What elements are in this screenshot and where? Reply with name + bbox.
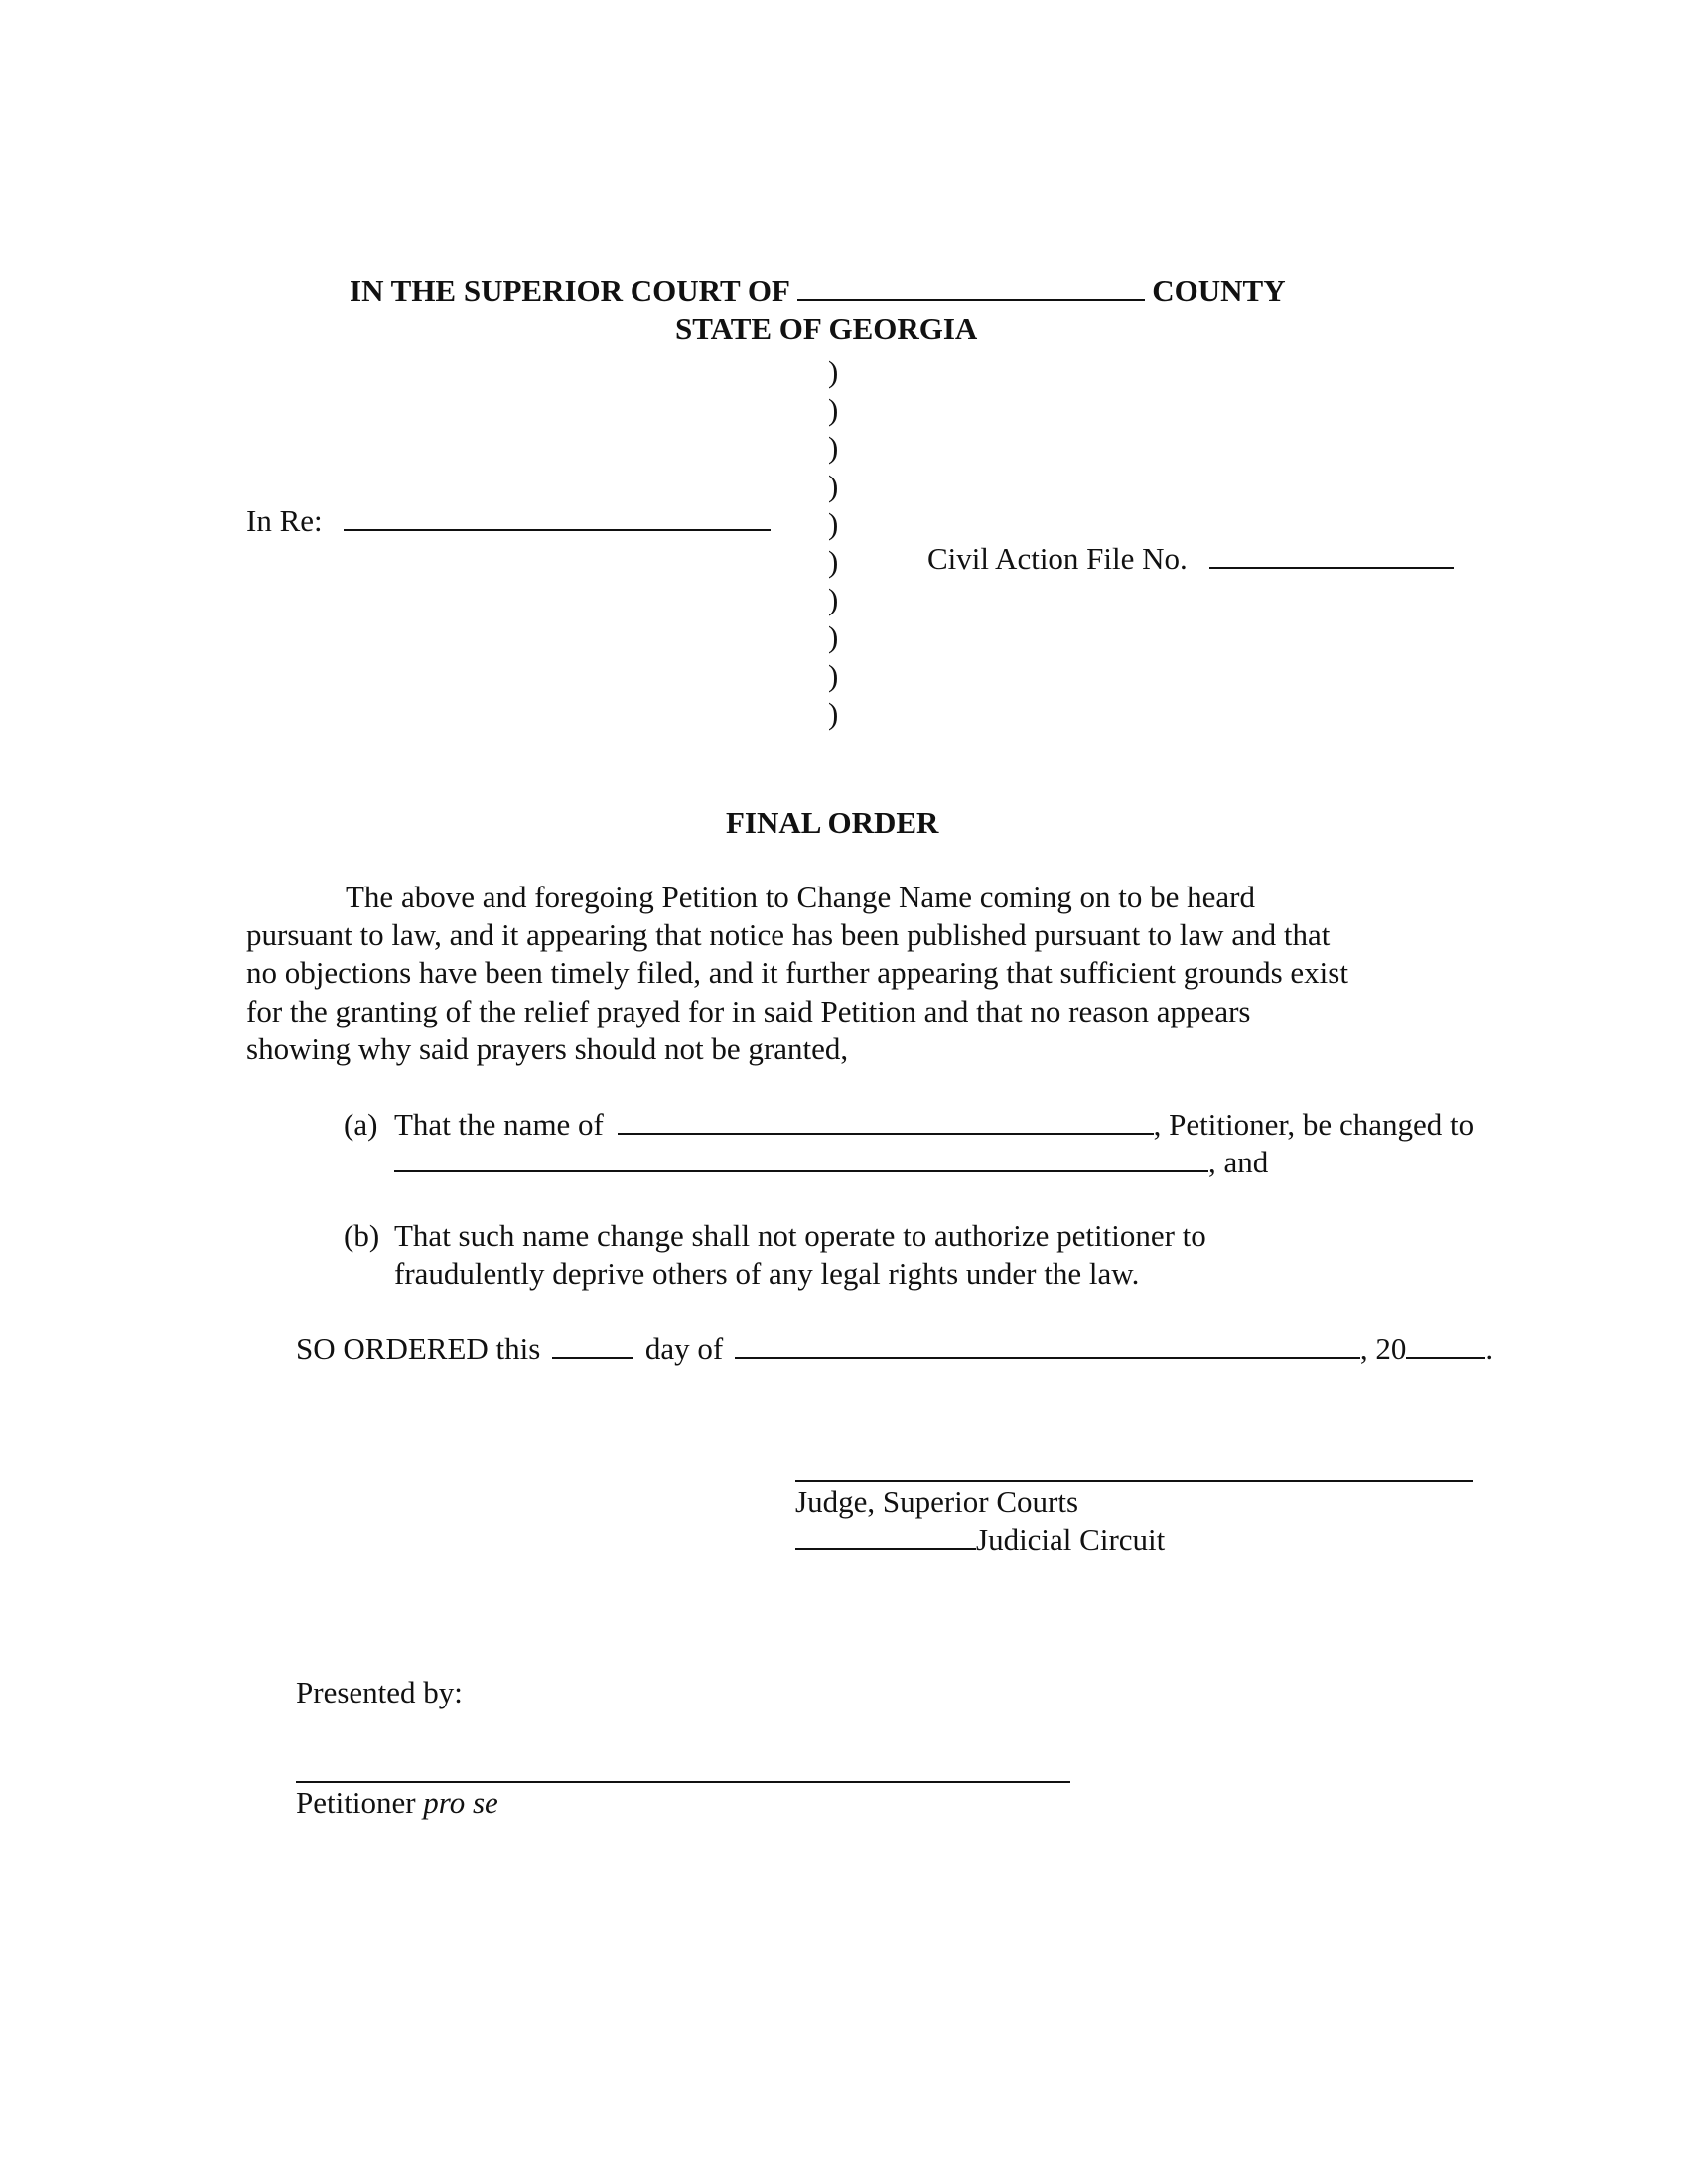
petitioner-signature-line[interactable] [296,1781,1070,1783]
caption-paren: ) [828,582,839,617]
day-field[interactable] [552,1331,633,1359]
caption-paren: ) [828,505,839,541]
new-name-field[interactable] [394,1145,1208,1172]
recital-paragraph [246,879,1497,1068]
court-header-suffix: COUNTY [1152,273,1286,308]
judicial-circuit-field[interactable] [795,1522,976,1550]
item-b-marker: (b) [344,1218,380,1253]
recital-line: no objections have been timely filed, and it further appearing that sufficient grounds exist [246,955,1348,991]
recital-line: for the granting of the relief prayed for in said Petition and that no reason appears [246,993,1251,1028]
in-re-line [246,502,771,540]
state-header: STATE OF GEORGIA [675,311,978,345]
judge-signature-line[interactable] [795,1480,1473,1482]
court-header-prefix: IN THE SUPERIOR COURT OF [350,273,789,308]
judicial-circuit-label: Judicial Circuit [976,1522,1166,1557]
pro-se-label: pro se [423,1785,498,1820]
item-a-mid: , Petitioner, be changed to [1153,1107,1475,1142]
item-a-prefix: That the name of [394,1107,604,1142]
caption-divider [828,353,848,733]
item-a-line2 [394,1144,1268,1181]
so-ordered-period: . [1485,1331,1494,1366]
petitioner-signature-label [296,1784,498,1822]
caption-paren: ) [828,468,839,503]
so-ordered-prefix: SO ORDERED this [296,1331,541,1366]
county-name-field[interactable] [797,273,1145,301]
recital-line: The above and foregoing Petition to Change Name coming on to be heard [346,880,1255,914]
recital-line: showing why said prayers should not be granted, [246,1030,849,1066]
current-name-field[interactable] [618,1107,1154,1135]
civil-action-label: Civil Action File No. [927,541,1188,576]
item-a-marker: (a) [344,1107,378,1142]
caption-paren: ) [828,430,839,466]
item-b-line1: That such name change shall not operate to authorize petitioner to [394,1218,1206,1253]
caption-paren: ) [828,657,839,693]
court-header [350,272,1286,310]
item-a-end: , and [1208,1145,1269,1179]
caption-paren: ) [828,695,839,731]
petitioner-label: Petitioner [296,1785,416,1820]
so-ordered-line [296,1330,1493,1368]
item-a-line1 [394,1106,1474,1144]
caption-paren: ) [828,619,839,655]
caption-paren: ) [828,543,839,579]
day-of-label: day of [644,1331,724,1366]
civil-action-number-field[interactable] [1209,541,1454,569]
year-field[interactable] [1406,1331,1485,1359]
order-title: FINAL ORDER [726,805,939,840]
judge-title: Judge, Superior Courts [795,1484,1079,1519]
judicial-circuit-line [795,1521,1165,1559]
in-re-label: In Re: [246,503,323,538]
presented-by-label: Presented by: [296,1675,463,1709]
item-b-line2: fraudulently deprive others of any legal rights under the law. [394,1256,1140,1291]
recital-line: pursuant to law, and it appearing that notice has been published pursuant to law and that [246,917,1331,953]
civil-action-line [927,540,1454,578]
year-prefix: , 20 [1359,1331,1407,1366]
caption-paren: ) [828,354,839,389]
in-re-name-field[interactable] [344,503,771,531]
caption-paren: ) [828,392,839,428]
month-field[interactable] [735,1331,1360,1359]
